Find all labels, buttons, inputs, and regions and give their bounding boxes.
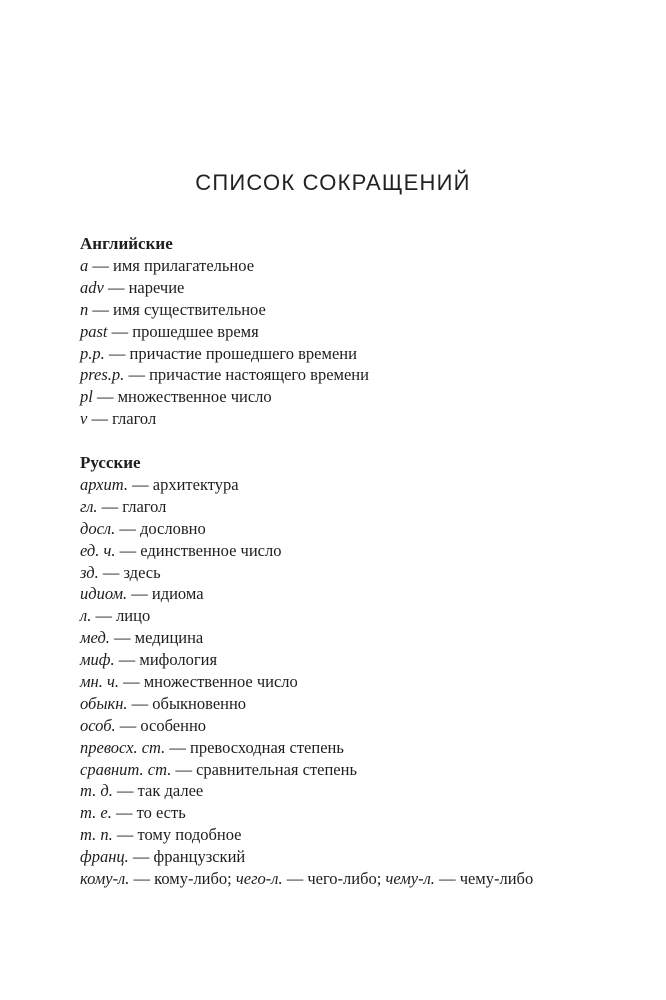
dash-separator: —	[109, 628, 135, 648]
abbreviation-entry	[80, 299, 620, 321]
abbreviation-meaning: лицо	[116, 606, 151, 626]
dash-separator: —	[88, 256, 113, 275]
abbreviation-entry	[80, 255, 620, 277]
dash-separator: —	[114, 650, 140, 670]
dash-separator: —	[115, 518, 140, 538]
abbreviation: идиом.	[80, 584, 128, 604]
dash-separator: —	[118, 672, 144, 692]
abbreviation-entry	[80, 671, 620, 693]
dash-separator: —	[124, 365, 150, 385]
abbreviation: v	[80, 409, 88, 429]
section-heading-russian: Русские	[80, 453, 141, 472]
abbreviation: a	[80, 256, 89, 275]
abbreviation-entry	[80, 518, 620, 540]
page-title: СПИСОК СОКРАЩЕНИЙ	[195, 170, 471, 195]
abbreviation: т. д.	[80, 781, 113, 801]
abbreviation-meaning: архитектура	[152, 475, 239, 494]
abbreviation: pl	[80, 387, 93, 407]
abbreviation-meaning: глагол	[122, 496, 167, 516]
abbreviation-entry	[80, 474, 620, 496]
abbreviation-meaning: наречие	[128, 277, 185, 297]
english-abbreviations-section	[80, 233, 620, 430]
abbreviation-meaning: превосходная степень	[190, 737, 344, 757]
abbreviation: т. е.	[80, 803, 112, 823]
russian-abbreviations-section	[80, 452, 620, 890]
abbreviation-meaning: прошедшее время	[132, 321, 259, 341]
abbreviation-meaning: особенно	[140, 715, 207, 735]
dash-separator: —	[128, 475, 153, 494]
abbreviation-meaning: обыкновенно	[152, 693, 247, 713]
dash-separator: —	[129, 869, 155, 889]
abbreviation: т. п.	[80, 825, 113, 845]
abbreviation-entry	[80, 605, 620, 627]
abbreviation-entry	[80, 780, 620, 802]
abbreviation-meaning: тому подобное	[137, 825, 242, 845]
semicolon-separator: ;	[227, 869, 236, 889]
abbreviation-meaning: множественное число	[143, 672, 298, 692]
abbreviation-meaning: имя существительное	[113, 299, 266, 319]
abbreviation: мед.	[80, 628, 110, 648]
abbreviation-meaning: дословно	[140, 518, 206, 538]
abbreviation-meaning: сравнительная степень	[196, 759, 357, 779]
dash-separator: —	[98, 562, 124, 582]
abbreviation-entry	[80, 321, 620, 343]
dash-separator: —	[282, 869, 308, 889]
abbreviation-entry	[80, 627, 620, 649]
abbreviation-entry	[80, 649, 620, 671]
dash-separator: —	[91, 606, 117, 626]
abbreviation-meaning: глагол	[112, 409, 157, 429]
abbreviation-meaning: идиома	[151, 584, 204, 604]
abbreviation-meaning: причастие настоящего времени	[149, 365, 369, 385]
abbreviation: зд.	[80, 562, 99, 582]
abbreviation-entry-combined	[80, 868, 620, 890]
dash-separator: —	[115, 540, 141, 560]
dash-separator: —	[165, 737, 191, 757]
dash-separator: —	[107, 321, 133, 341]
abbreviation-entry	[80, 277, 620, 299]
dash-separator: —	[112, 825, 138, 845]
abbreviation-entry	[80, 802, 620, 824]
semicolon-separator: ;	[376, 869, 386, 889]
abbreviation: особ.	[80, 715, 116, 735]
abbreviation: ед. ч.	[80, 540, 116, 560]
abbreviation: превосх. ст.	[80, 737, 166, 757]
dash-separator: —	[104, 343, 130, 363]
abbreviation-entry	[80, 496, 620, 518]
dash-separator: —	[171, 759, 197, 779]
abbreviation-meaning: чему-либо	[459, 869, 534, 889]
abbreviation: миф.	[80, 650, 115, 670]
section-heading-english: Английские	[80, 234, 173, 253]
abbreviation: архит.	[80, 475, 128, 494]
abbreviation: pres.p.	[80, 365, 125, 385]
abbreviation: p.p.	[80, 343, 105, 363]
abbreviation-meaning: французский	[153, 847, 246, 867]
abbreviation: чего-л.	[235, 869, 283, 889]
abbreviation: кому-л.	[80, 869, 130, 889]
dash-separator: —	[88, 299, 113, 319]
abbreviation-entry	[80, 583, 620, 605]
abbreviation-entry	[80, 408, 620, 430]
abbreviation: гл.	[80, 496, 98, 516]
abbreviation: франц.	[80, 847, 129, 867]
abbreviation-entry	[80, 824, 620, 846]
abbreviation-entry	[80, 386, 620, 408]
abbreviation-entry	[80, 715, 620, 737]
abbreviation-meaning: мифология	[139, 650, 218, 670]
abbreviation-entry	[80, 343, 620, 365]
abbreviation: чему-л.	[385, 869, 435, 889]
abbreviation-entry	[80, 540, 620, 562]
abbreviation-entry	[80, 693, 620, 715]
abbreviation: past	[80, 321, 108, 341]
abbreviation-entry	[80, 562, 620, 584]
abbreviation-meaning: то есть	[136, 803, 186, 823]
abbreviation-meaning: единственное число	[140, 540, 282, 560]
abbreviation-entry	[80, 364, 620, 386]
english-abbreviation-list	[80, 255, 620, 430]
dash-separator: —	[97, 496, 123, 516]
abbreviation-meaning: медицина	[134, 628, 204, 648]
abbreviation-entry	[80, 846, 620, 868]
abbreviation: сравнит. ст.	[80, 759, 172, 779]
abbreviation-meaning: кому-либо	[154, 869, 228, 889]
dash-separator: —	[87, 409, 113, 429]
abbreviation: досл.	[80, 518, 116, 538]
abbreviation-meaning: имя прилагательное	[113, 256, 255, 275]
dash-separator: —	[127, 693, 153, 713]
dash-separator: —	[103, 277, 129, 297]
dash-separator: —	[127, 584, 152, 604]
dash-separator: —	[112, 781, 138, 801]
abbreviation-meaning: чего-либо	[307, 869, 377, 889]
abbreviation-meaning: здесь	[123, 562, 161, 582]
dash-separator: —	[128, 847, 154, 867]
dash-separator: —	[111, 803, 137, 823]
abbreviation-meaning: причастие прошедшего времени	[129, 343, 357, 363]
abbreviation: обыкн.	[80, 693, 128, 713]
abbreviation-meaning: множественное число	[117, 387, 272, 407]
abbreviation-entry	[80, 737, 620, 759]
abbreviation: л.	[80, 606, 92, 626]
dash-separator: —	[434, 869, 460, 889]
dash-separator: —	[115, 715, 141, 735]
abbreviation: n	[80, 299, 89, 319]
abbreviation-meaning: так далее	[137, 781, 204, 801]
abbreviation: adv	[80, 277, 104, 297]
abbreviation-entry	[80, 759, 620, 781]
abbreviation: мн. ч.	[80, 672, 119, 692]
dash-separator: —	[92, 387, 118, 407]
russian-abbreviation-list	[80, 474, 620, 868]
